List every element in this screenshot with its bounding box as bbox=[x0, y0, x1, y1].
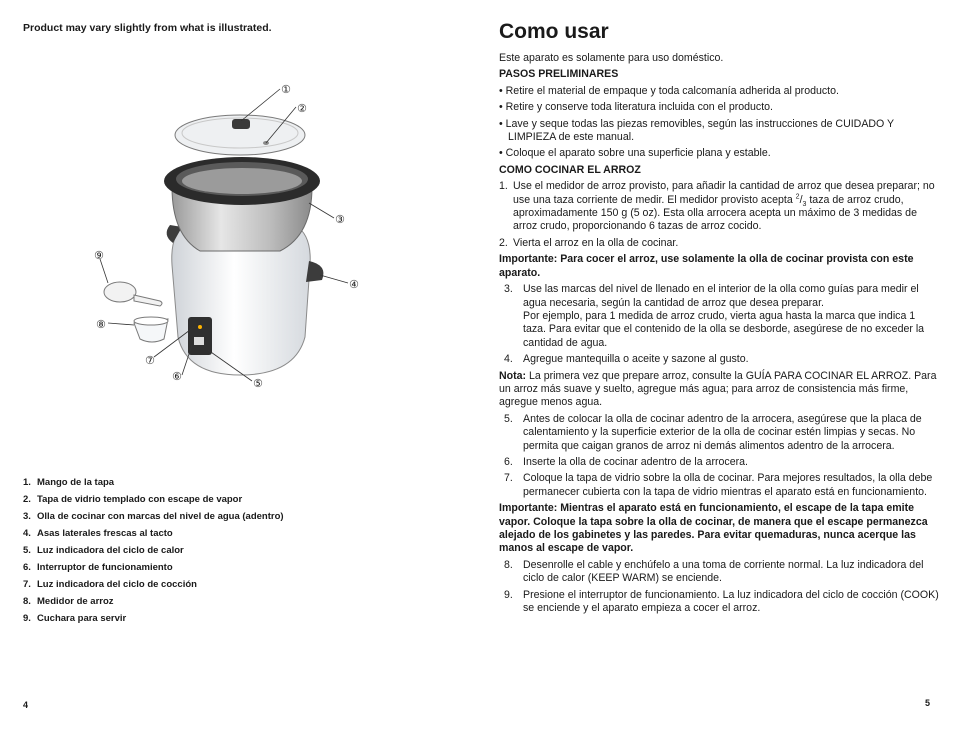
cook-heading: COMO COCINAR EL ARROZ bbox=[499, 163, 641, 176]
prelim-heading: PASOS PRELIMINARES bbox=[499, 68, 619, 81]
step-4: 4. Agregue mantequilla o aceite y sazone al gusto. bbox=[504, 353, 749, 366]
cooking-note: Nota: La primera vez que prepare arroz, consulte la GUÍA PARA COCINAR EL ARROZ. Para un arroz más suave y suelto, agregue más agua; para arroz de consistencia más firme, agregue menos agua. bbox=[499, 369, 937, 409]
callout-8: ⑧ bbox=[96, 318, 106, 331]
step-1: 1. Use el medidor de arroz provisto, para añadir la cantidad de arroz que desea preparar; no use una taza corriente de medir. El medidor provisto acepta $^2/_3$ taza de arroz crudo, aproximadamente 150 g (5 oz). Esta olla arrocera acepta un máximo de 3 medidas de arroz crudo, proporcionando 6 tazas de arroz cocido. bbox=[499, 180, 935, 233]
parts-list-item: 5. Luz indicadora del ciclo de calor bbox=[23, 545, 184, 556]
step-3: 3. Use las marcas del nivel de llenado en el interior de la olla como guías para medir el agua necesaria, según la cantidad de arroz que desea preparar. Por ejemplo, para 1 medida de arroz crudo, vierta agua hasta la marca que indica 1 taza. Para evitar que el contenido de la olla se desborde, asegúrese de no exceder la cantidad de agua. bbox=[504, 283, 925, 349]
callout-6: ⑥ bbox=[172, 370, 182, 383]
prelim-item: • Retire y conserve toda literatura incluida con el producto. bbox=[499, 101, 773, 114]
important-note-1: Importante: Para cocer el arroz, use solamente la olla de cocinar provista con este aparato. bbox=[499, 253, 914, 279]
step-6: 6. Inserte la olla de cocinar adentro de la arrocera. bbox=[504, 455, 748, 468]
serving-spoon bbox=[104, 282, 162, 306]
step-2: 2. Vierta el arroz en la olla de cocinar. bbox=[499, 236, 679, 249]
callout-2: ② bbox=[297, 102, 307, 115]
parts-list-item: 4. Asas laterales frescas al tacto bbox=[23, 528, 173, 539]
step-9: 9. Presione el interruptor de funcionamiento. La luz indicadora del ciclo de cocción (COOK) se enciende y el aparato empieza a cocer el arroz. bbox=[504, 588, 939, 615]
prelim-item: • Lave y seque todas las piezas removibles, según las instrucciones de CUIDADO Y LIMPIEZA de este manual. bbox=[499, 117, 894, 144]
parts-list-item: 9. Cuchara para servir bbox=[23, 613, 127, 624]
parts-list-item: 3. Olla de cocinar con marcas del nivel de agua (adentro) bbox=[23, 511, 284, 522]
step-8: 8. Desenrolle el cable y enchúfelo a una toma de corriente normal. La luz indicadora del ciclo de calor (KEEP WARM) se enciende. bbox=[504, 558, 924, 585]
page-title: Como usar bbox=[499, 20, 609, 43]
page-number-left: 4 bbox=[23, 700, 29, 710]
callout-1: ① bbox=[281, 83, 291, 96]
prelim-item: • Retire el material de empaque y toda calcomanía adherida al producto. bbox=[499, 84, 839, 97]
parts-list-item: 7. Luz indicadora del ciclo de cocción bbox=[23, 579, 197, 590]
intro-text: Este aparato es solamente para uso doméstico. bbox=[499, 52, 724, 64]
parts-list-item: 6. Interruptor de funcionamiento bbox=[23, 562, 173, 573]
parts-list bbox=[23, 476, 284, 629]
callout-5: ⑤ bbox=[253, 377, 263, 390]
prelim-item: • Coloque el aparato sobre una superficie plana y estable. bbox=[499, 147, 771, 160]
callout-3: ③ bbox=[335, 213, 345, 226]
illustration-note: Product may vary slightly from what is illustrated. bbox=[23, 22, 272, 34]
page-number-right: 5 bbox=[925, 698, 931, 708]
rice-cooker-diagram bbox=[90, 75, 380, 405]
inner-pot bbox=[164, 157, 320, 251]
glass-lid bbox=[175, 115, 305, 155]
important-note-2: Importante: Mientras el aparato está en funcionamiento, el escape de la tapa emite vapor. Coloque la tapa sobre la olla de cocinar, de manera que el escape permanezca alejado de los gabinetes y las paredes. Para evitar quemaduras, nunca acerque las manos al escape de vapor. bbox=[499, 502, 928, 555]
right-page bbox=[477, 0, 954, 738]
parts-list-item: 1. Mango de la tapa bbox=[23, 477, 115, 488]
callout-4: ④ bbox=[349, 278, 359, 291]
parts-list-item: 8. Medidor de arroz bbox=[23, 596, 114, 607]
step-7: 7. Coloque la tapa de vidrio sobre la olla de cocinar. Para mejores resultados, la olla debe permanecer cubierta con la tapa de vidrio mientras el aparato está en funcionamiento. bbox=[504, 472, 933, 498]
rice-measure bbox=[134, 317, 168, 342]
callout-9: ⑨ bbox=[94, 249, 104, 262]
step-5: 5. Antes de colocar la olla de cocinar adentro de la arrocera, asegúrese que la placa de calentamiento y la superficie exterior de la olla de cocinar estén limpias y secas. No permita que caigan granos de arroz ni demás alimentos adentro de la arrocera. bbox=[504, 412, 922, 452]
callout-7: ⑦ bbox=[145, 354, 155, 367]
instructions-body bbox=[499, 52, 939, 618]
parts-list-item: 2. Tapa de vidrio templado con escape de vapor bbox=[23, 494, 243, 505]
